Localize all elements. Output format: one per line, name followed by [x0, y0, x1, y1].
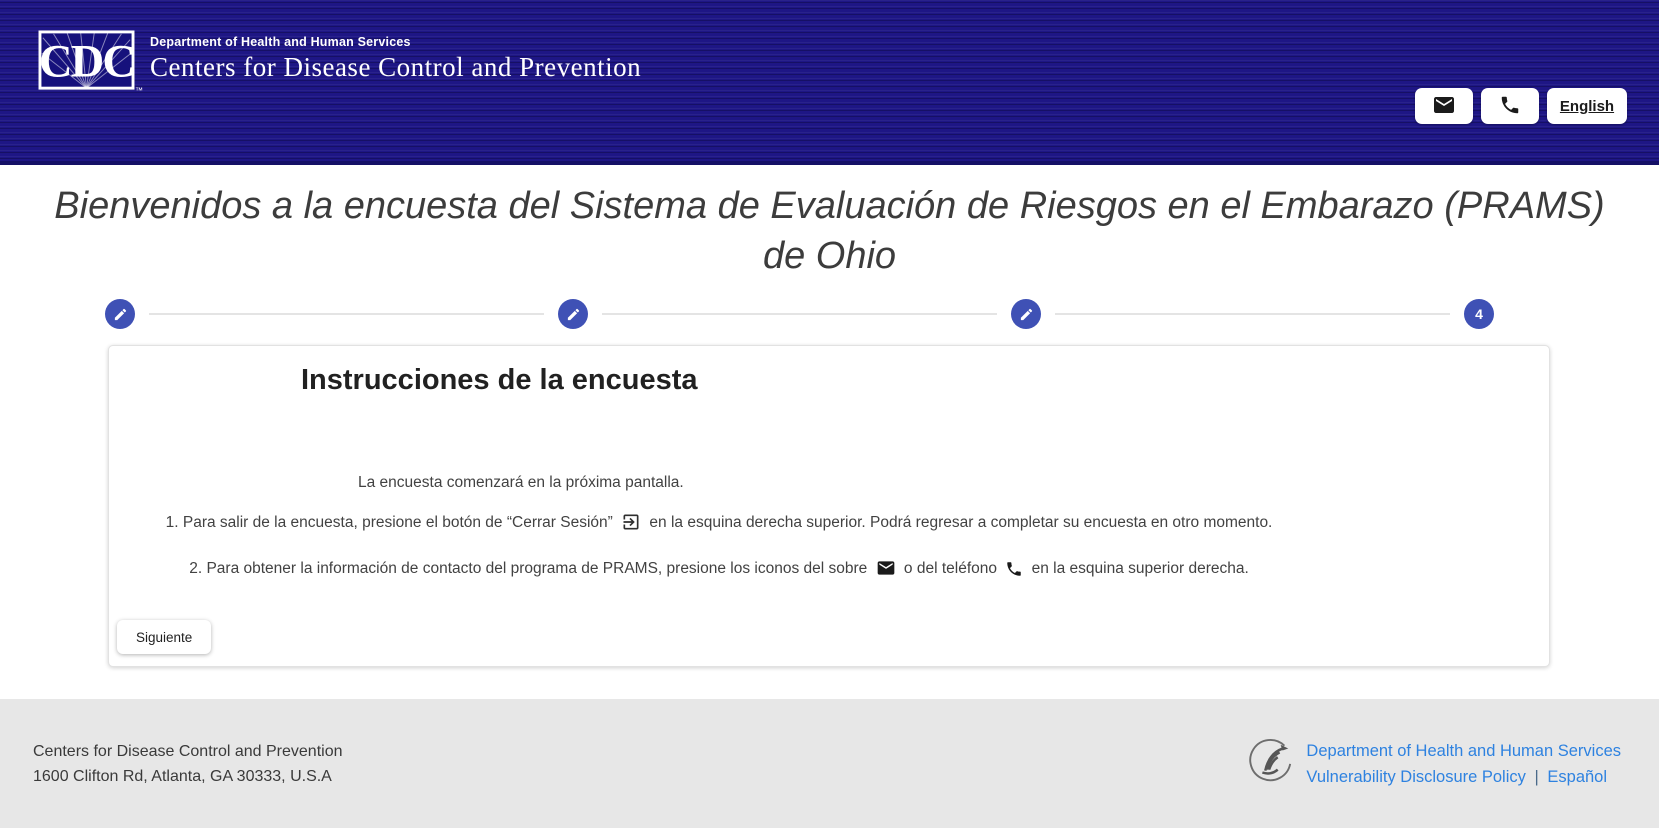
step-connector	[149, 313, 544, 315]
item-text: Para obtener la información de contacto del programa de PRAMS, presione los iconos del sobre	[206, 560, 868, 577]
language-toggle-label: English	[1559, 97, 1615, 115]
item-text: en la esquina derecha superior. Podrá regresar a completar su encuesta en otro momento.	[649, 514, 1273, 531]
pencil-icon	[1019, 307, 1034, 322]
instruction-item-1	[109, 512, 1329, 537]
header	[0, 0, 1659, 165]
cdc-logo-text: CDC	[39, 36, 134, 88]
vulnerability-policy-link[interactable]: Vulnerability Disclosure Policy	[1306, 767, 1526, 786]
item-text: Para salir de la encuesta, presione el botón de “Cerrar Sesión”	[182, 514, 613, 531]
agency-name-large: Centers for Disease Control and Prevention	[150, 52, 642, 82]
header-actions	[1415, 88, 1627, 124]
footer-address: 1600 Clifton Rd, Atlanta, GA 30333, U.S.A	[33, 767, 332, 785]
logout-icon	[621, 519, 645, 536]
email-contact-button[interactable]	[1415, 88, 1473, 124]
item-number: 2.	[189, 560, 203, 577]
footer	[0, 699, 1659, 828]
cdc-logo-icon	[38, 30, 143, 95]
step-3-edit[interactable]	[1011, 299, 1041, 329]
phone-icon	[1005, 565, 1027, 582]
step-connector	[602, 313, 997, 315]
step-2-edit[interactable]	[558, 299, 588, 329]
brand-text	[150, 30, 641, 83]
phone-contact-button[interactable]	[1481, 88, 1539, 124]
footer-org-name: Centers for Disease Control and Prevention	[33, 742, 343, 760]
footer-links	[1306, 738, 1621, 790]
footer-address-block	[33, 739, 343, 789]
next-button[interactable]: Siguiente	[117, 620, 211, 654]
item-text: o del teléfono	[903, 560, 997, 577]
footer-links-block	[1248, 738, 1621, 790]
pencil-icon	[113, 307, 128, 322]
step-1-edit[interactable]	[105, 299, 135, 329]
page-title: Bienvenidos a la encuesta del Sistema de Evaluación de Riesgos en el Embarazo (PRAMS) de Ohio	[54, 185, 1605, 277]
pencil-icon	[566, 307, 581, 322]
phone-icon	[1499, 94, 1521, 119]
item-text: en la esquina superior derecha.	[1031, 560, 1249, 577]
hhs-link[interactable]: Department of Health and Human Services	[1306, 741, 1621, 760]
instruction-item-2	[109, 558, 1329, 583]
envelope-icon	[876, 565, 900, 582]
language-toggle-button[interactable]	[1547, 88, 1627, 124]
item-number: 1.	[165, 514, 179, 531]
step-connector	[1055, 313, 1450, 315]
spanish-language-link[interactable]: Español	[1547, 767, 1608, 786]
hhs-eagle-logo-icon	[1248, 738, 1294, 789]
cdc-brand[interactable]	[38, 30, 641, 93]
step-4-current[interactable]: 4	[1464, 299, 1494, 329]
instructions-heading: Instrucciones de la encuesta	[301, 364, 698, 396]
envelope-icon	[1432, 93, 1456, 120]
trademark-symbol: ™	[135, 86, 143, 95]
instructions-card	[108, 345, 1550, 667]
agency-name-small: Department of Health and Human Services	[150, 35, 411, 49]
link-separator: |	[1534, 767, 1539, 786]
progress-stepper	[105, 299, 1494, 329]
intro-text: La encuesta comenzará en la próxima pantalla.	[358, 474, 684, 491]
